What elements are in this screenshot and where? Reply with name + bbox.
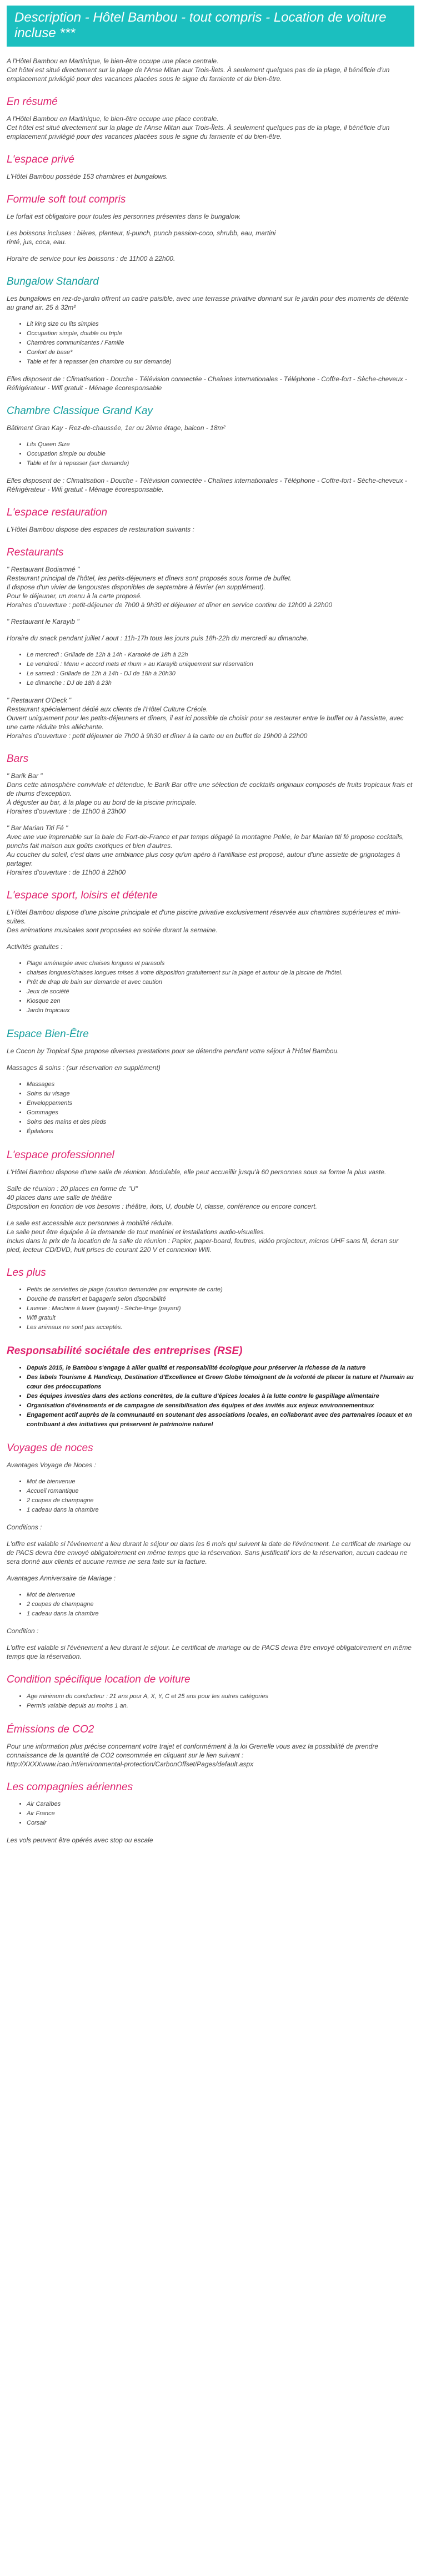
- heading-bien-etre: Espace Bien-Être: [7, 1028, 89, 1040]
- list-item: • Kiosque zen: [27, 997, 414, 1006]
- restaurant-karayib-title: " Restaurant le Karayib ": [7, 618, 79, 625]
- list-item: • Enveloppements: [27, 1099, 414, 1108]
- list-item: • 1 cadeau dans la chambre: [27, 1609, 414, 1619]
- list-item: • Douche de transfert et bagagerie selon disponibilité: [27, 1295, 414, 1304]
- list-item: • 2 coupes de champagne: [27, 1600, 414, 1609]
- sport-text-2: Activités gratuites :: [7, 943, 63, 951]
- co2-text: Pour une information plus précise concernant votre trajet et conformément à la loi Grenelle vous avez la possibilité de prendre connaissance de la quantité de CO2 consommée en cliquant sur le lien suivant : http://XXXXwww.icao.int/environmental-protection/CarbonOffset/Pages/default.aspx: [7, 1742, 379, 1768]
- restaurant-karayib-hours: Horaire du snack pendant juillet / aout : 11h-17h tous les jours puis 18h-22h du mercredi au dimanche.: [7, 634, 309, 642]
- heading-resume: En résumé: [7, 96, 58, 108]
- list-item: • Occupation simple ou double: [27, 449, 414, 459]
- list-item: • Soins des mains et des pieds: [27, 1118, 414, 1127]
- noces-text-1: Avantages Voyage de Noces :: [7, 1461, 96, 1469]
- heading-bungalow: Bungalow Standard: [7, 276, 99, 287]
- compagnies-list: [7, 1800, 414, 1828]
- list-item: • Le mercredi : Grillade de 12h à 14h - Karaoké de 18h à 22h: [27, 650, 414, 660]
- restaurant-odeck: " Restaurant O'Deck " Restaurant spécialement dédié aux clients de l'Hôtel Culture Créole. Ouvert uniquement pour les petits-déjeuners et dîners, il est ici possible de choisir pour se restaurer entre le buffet ou à l'assiette, avec une carte réduite très alléchante. Horaires d'ouverture : petit déjeuner de 7h00 à 9h30 et dîner à la carte ou en buffet de 19h00 à 22h00: [7, 696, 404, 740]
- intro-text: A l'Hôtel Bambou en Martinique, le bien-être occupe une place centrale. Cet hôtel est situé directement sur la plage de l'Anse Mitan aux Trois-Îlets. À seulement quelques pas de la plage, il bénéficie d'un emplacement privilégié pour des vacances placées sous le signe du farniente et du bien-être.: [7, 57, 390, 83]
- heading-formule: Formule soft tout compris: [7, 194, 126, 205]
- page-title: Description - Hôtel Bambou - tout compris - Location de voiture incluse ***: [7, 6, 414, 47]
- bungalow-equipment: Elles disposent de : Climatisation - Douche - Télévision connectée - Chaînes internationales - Téléphone - Coffre-fort - Sèche-cheveux - Réfrigérateur - Wifi gratuit - Ménage écoresponsable: [7, 375, 408, 392]
- bienetre-text-1: Le Cocon by Tropical Spa propose diverses prestations pour se détendre pendant votre séjour à l'Hôtel Bambou.: [7, 1047, 339, 1055]
- list-item: • chaises longues/chaises longues mises à votre disposition gratuitement sur la plage et autour de la piscine de l'hôtel.: [27, 968, 414, 978]
- sport-text-1: L'Hôtel Bambou dispose d'une piscine principale et d'une piscine privative exclusivement réservée aux chambres supérieures et mini-suites. Des animations musicales sont proposées en soirée durant la semaine.: [7, 908, 400, 934]
- heading-restaurants: Restaurants: [7, 547, 64, 558]
- list-item: • Corsair: [27, 1819, 414, 1828]
- sport-list: [7, 959, 414, 1016]
- heading-restauration: L'espace restauration: [7, 507, 108, 518]
- bienetre-list: [7, 1080, 414, 1137]
- list-item: • Le vendredi : Menu « accord mets et rhum » au Karayib uniquement sur réservation: [27, 660, 414, 669]
- list-item: • Gommages: [27, 1108, 414, 1118]
- bar-marian: " Bar Marian Titi Fé " Avec une vue imprenable sur la baie de Fort-de-France et par temps dégagé la montagne Pelée, le bar Marian titi fé propose cocktails, punchs fait maison aux goûts exotiques et bien d'autres. Au coucher du soleil, c'est dans une ambiance plus cosy qu'un apéro à l'antillaise est proposé, autour d'une assiette de grignotages à partager. Horaires d'ouverture : de 11h00 à 22h00: [7, 824, 404, 876]
- list-item: • Occupation simple, double ou triple: [27, 329, 414, 339]
- compagnies-footer: Les vols peuvent être opérés avec stop ou escale: [7, 1836, 153, 1844]
- resume-text: A l'Hôtel Bambou en Martinique, le bien-être occupe une place centrale. Cet hôtel est situé directement sur la plage de l'Anse Mitan aux Trois-Îlets. À seulement quelques pas de la plage, il bénéficie d'un emplacement privilégié pour des vacances placées sous le signe du farniente et du bien-être.: [7, 115, 390, 140]
- formule-text-3: Horaire de service pour les boissons : de 11h00 à 22h00.: [7, 255, 176, 262]
- list-item: • 1 cadeau dans la chambre: [27, 1506, 414, 1515]
- list-item: • Mot de bienvenue: [27, 1477, 414, 1487]
- location-list: [7, 1692, 414, 1711]
- heading-les-plus: Les plus: [7, 1267, 46, 1279]
- noces-list-2: [7, 1590, 414, 1619]
- heading-rse: Responsabilité sociétale des entreprises (RSE): [7, 1345, 243, 1357]
- heading-compagnies: Les compagnies aériennes: [7, 1781, 133, 1793]
- list-item: • Le samedi : Grillade de 12h à 14h - DJ de 18h à 20h30: [27, 669, 414, 679]
- heading-professionnel: L'espace professionnel: [7, 1149, 114, 1161]
- noces-text-4: Avantages Anniversaire de Mariage :: [7, 1574, 116, 1582]
- list-item: • Jeux de société: [27, 987, 414, 997]
- list-item: • Confort de base*: [27, 348, 414, 357]
- list-item: • Air France: [27, 1809, 414, 1819]
- list-item: • Plage aménagée avec chaises longues et parasols: [27, 959, 414, 968]
- list-item: • Des équipes investies dans des actions concrètes, de la culture d'épices locales à la lutte contre le gaspillage alimentaire: [27, 1392, 414, 1401]
- list-item: • Table et fer à repasser (en chambre ou sur demande): [27, 357, 414, 367]
- plus-list: [7, 1285, 414, 1332]
- list-item: • Permis valable depuis au moins 1 an.: [27, 1701, 414, 1711]
- list-item: • Les animaux ne sont pas acceptés.: [27, 1323, 414, 1332]
- list-item: • Jardin tropicaux: [27, 1006, 414, 1016]
- list-item: • Table et fer à repasser (sur demande): [27, 459, 414, 468]
- heading-co2: Émissions de CO2: [7, 1724, 94, 1735]
- list-item: • Chambres communicantes / Famille: [27, 339, 414, 348]
- pro-text-1: L'Hôtel Bambou dispose d'une salle de réunion. Modulable, elle peut accueillir jusqu'à 60 personnes sous sa forme la plus vaste.: [7, 1168, 387, 1176]
- formule-text-1: Le forfait est obligatoire pour toutes les personnes présentes dans le bungalow.: [7, 213, 241, 220]
- classique-equipment: Elles disposent de : Climatisation - Douche - Télévision connectée - Chaînes internationales - Téléphone - Coffre-fort - Sèche-cheveux - Réfrigérateur - Wifi gratuit - Ménage écoresponsable.: [7, 477, 408, 493]
- list-item: • Lit king size ou lits simples: [27, 320, 414, 329]
- bienetre-text-2: Massages & soins : (sur réservation en supplément): [7, 1064, 161, 1072]
- noces-list-1: [7, 1477, 414, 1515]
- list-item: • Organisation d'événements et de campagne de sensibilisation des équipes et des invités aux enjeux environnementaux: [27, 1401, 414, 1411]
- noces-text-5: Condition :: [7, 1627, 39, 1635]
- list-item: • Soins du visage: [27, 1089, 414, 1099]
- pro-text-3: La salle est accessible aux personnes à mobilité réduite. La salle peut être équipée à la demande de tout matériel et installations audio-visuelles. Inclus dans le prix de la location de la salle de réunion : Papier, paper-board, feutres, vidéo projecteur, micros UHF sans fil, écran sur pied, lecteur CD/DVD, huit prises de courant 220 V et connexion Wifi.: [7, 1219, 399, 1254]
- list-item: • Depuis 2015, le Bambou s'engage à allier qualité et responsabilité écologique pour préserver la richesse de la nature: [27, 1363, 414, 1373]
- formule-text-2: Les boissons incluses : bières, planteur, ti-punch, punch passion-coco, shrubb, eau, martini rinté, jus, coca, eau.: [7, 229, 276, 246]
- heading-sport: L'espace sport, loisirs et détente: [7, 890, 158, 901]
- heading-noces: Voyages de noces: [7, 1442, 93, 1454]
- prive-text: L'Hôtel Bambou possède 153 chambres et bungalows.: [7, 173, 168, 180]
- bar-barik: " Barik Bar " Dans cette atmosphère conviviale et détendue, le Barik Bar offre une sélection de cocktails originaux composés de fruits tropicaux frais et de rhums d'exception. À déguster au bar, à la plage ou au bord de la piscine principale. Horaires d'ouverture : de 11h00 à 23h00: [7, 772, 413, 815]
- noces-text-6: L'offre est valable si l'événement a lieu durant le séjour. Le certificat de mariage ou de PACS devra être envoyé obligatoirement en même temps que la réservation.: [7, 1644, 412, 1660]
- list-item: • Age minimum du conducteur : 21 ans pour A, X, Y, C et 25 ans pour les autres catégories: [27, 1692, 414, 1701]
- classique-intro: Bâtiment Gran Kay - Rez-de-chaussée, 1er ou 2ème étage, balcon - 18m²: [7, 424, 225, 432]
- heading-espace-prive: L'espace privé: [7, 154, 74, 165]
- list-item: • Lits Queen Size: [27, 440, 414, 449]
- list-item: • Engagement actif auprès de la communauté en soutenant des associations locales, en collaborant avec des partenaires locaux et en contribuant à des initiatives qui préservent le patrimoine naturel: [27, 1411, 414, 1430]
- list-item: • Prêt de drap de bain sur demande et avec caution: [27, 978, 414, 987]
- list-item: • Petits de serviettes de plage (caution demandée par empreinte de carte): [27, 1285, 414, 1295]
- bungalow-intro: Les bungalows en rez-de-jardin offrent un cadre paisible, avec une terrasse privative donnant sur le jardin pour des moments de détente au grand air. 25 à 32m²: [7, 295, 409, 311]
- list-item: • Accueil romantique: [27, 1487, 414, 1496]
- rse-list: [7, 1363, 414, 1430]
- classique-list: [7, 440, 414, 468]
- heading-location: Condition spécifique location de voiture: [7, 1674, 191, 1685]
- karayib-list: [7, 650, 414, 688]
- list-item: • Épilations: [27, 1127, 414, 1137]
- restaurant-bodiamne: " Restaurant Bodiamné " Restaurant principal de l'hôtel, les petits-déjeuners et dîners sont proposés sous forme de buffet. Il dispose d'un vivier de langoustes disponibles de septembre à février (en supplément). Pour le déjeuner, un menu à la carte proposé. Horaires d'ouverture : petit-déjeuner de 7h00 à 9h30 et déjeuner et dîner en service continu de 12h00 à 22h00: [7, 565, 333, 609]
- list-item: • 2 coupes de champagne: [27, 1496, 414, 1506]
- noces-text-3: L'offre est valable si l'événement a lieu durant le séjour ou dans les 6 mois qui suivent la date de l'événement. Le certificat de mariage ou de PACS devra être envoyé obligatoirement en même temps que la réservation. Sans justificatif lors de la réservation, aucun cadeau ne sera donné aux clients et aucune remise ne sera faite sur la facture.: [7, 1540, 411, 1565]
- list-item: • Massages: [27, 1080, 414, 1089]
- list-item: • Laverie : Machine à laver (payant) - Sèche-linge (payant): [27, 1304, 414, 1314]
- noces-text-2: Conditions :: [7, 1523, 42, 1531]
- heading-chambre-classique: Chambre Classique Grand Kay: [7, 405, 153, 417]
- heading-bars: Bars: [7, 753, 29, 765]
- bungalow-list: [7, 320, 414, 367]
- restauration-text: L'Hôtel Bambou dispose des espaces de restauration suivants :: [7, 526, 194, 533]
- pro-text-2: Salle de réunion : 20 places en forme de "U" 40 places dans une salle de théâtre Disposition en fonction de vos besoins : théâtre, ilots, U, double U, classe, conférence ou encore concert.: [7, 1185, 317, 1210]
- list-item: • Le dimanche : DJ de 18h à 23h: [27, 679, 414, 688]
- list-item: • Air Caraïbes: [27, 1800, 414, 1809]
- list-item: • Wifi gratuit: [27, 1314, 414, 1323]
- list-item: • Des labels Tourisme & Handicap, Destination d'Excellence et Green Globe témoignent de la volonté de placer la nature et l'humain au cœur des préoccupations: [27, 1373, 414, 1392]
- list-item: • Mot de bienvenue: [27, 1590, 414, 1600]
